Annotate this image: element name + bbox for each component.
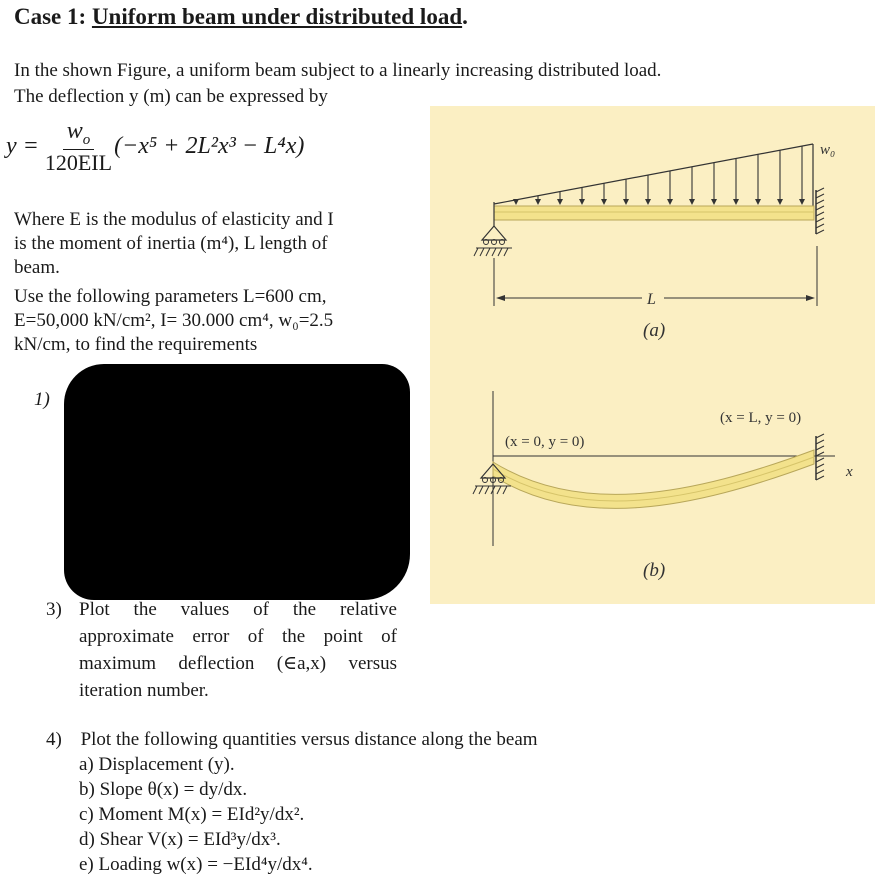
question-4-item-a: a) Displacement (y).: [79, 754, 235, 775]
question-4: [46, 727, 538, 877]
question-4-item-d: d) Shear V(x) = EId³y/dx³.: [79, 829, 281, 850]
description-line-2: is the moment of inertia (m⁴), L length of: [14, 233, 328, 254]
load-arrow-head: [799, 199, 805, 205]
parameters-line-3: kN/cm, to find the requirements: [14, 334, 258, 355]
load-arrow-head: [711, 199, 717, 205]
parameters-line-1: Use the following parameters L=600 cm,: [14, 286, 327, 307]
formula-denominator: 120EIL: [44, 149, 113, 175]
load-arrow-head: [645, 199, 651, 205]
question-3-text: Plot the values of the relative approximate error of the point of maximum deflection (∈a,x) versus iteration number.: [79, 599, 397, 701]
deflection-formula: [6, 118, 304, 176]
question-4-item-b: b) Slope θ(x) = dy/dx.: [79, 779, 248, 800]
question-1-number: 1): [34, 389, 50, 410]
bc-left: (x = 0, y = 0): [505, 434, 585, 450]
description-paragraph: [14, 208, 394, 280]
question-3-number: 3): [46, 599, 62, 620]
description-line-3: beam.: [14, 257, 60, 278]
fixed-support-a: [816, 188, 824, 234]
load-arrow-head: [557, 199, 563, 205]
load-arrow-head: [513, 199, 519, 205]
load-arrow-head: [579, 199, 585, 205]
load-label: w₀: [820, 142, 836, 158]
page-title: [14, 4, 468, 30]
beam-figure: [430, 106, 875, 604]
fixed-support-b: [816, 434, 824, 480]
load-arrow-head: [601, 199, 607, 205]
deflected-beam: [493, 450, 814, 508]
load-arrow-head: [667, 199, 673, 205]
title-prefix: Case 1:: [14, 4, 92, 29]
question-3: [46, 596, 406, 704]
beam-figure-svg: [430, 106, 875, 604]
question-4-text: Plot the following quantities versus distance along the beam: [80, 729, 538, 750]
distributed-load: [494, 144, 813, 206]
formula-lhs: y =: [6, 133, 39, 160]
title-suffix: .: [462, 4, 468, 29]
intro-line-2: The deflection y (m) can be expressed by: [14, 86, 328, 107]
parameters-paragraph: [14, 285, 394, 357]
load-arrow-head: [777, 199, 783, 205]
title-underlined: Uniform beam under distributed load: [91, 4, 463, 29]
formula-fraction: [45, 118, 112, 176]
load-arrow-head: [623, 199, 629, 205]
load-arrow-head: [733, 199, 739, 205]
question-4-item-c: c) Moment M(x) = EId²y/dx².: [79, 804, 305, 825]
intro-paragraph: [14, 58, 661, 110]
question-4-item-e: e) Loading w(x) = −EId⁴y/dx⁴.: [79, 854, 313, 875]
beam-a: [494, 206, 814, 220]
length-label: L: [647, 291, 656, 308]
formula-expression: (−x⁵ + 2L²x³ − L⁴x): [114, 133, 305, 160]
question-4-number: 4): [46, 729, 62, 750]
axis-label-x: x: [846, 464, 853, 480]
caption-a: (a): [643, 320, 666, 341]
load-arrow-head: [755, 199, 761, 205]
formula-numerator: $w_o$: [63, 118, 95, 150]
redaction-block: [64, 364, 410, 600]
load-arrow-head: [535, 199, 541, 205]
load-arrow-head: [689, 199, 695, 205]
intro-line-1: In the shown Figure, a uniform beam subject to a linearly increasing distributed load.: [14, 60, 662, 81]
parameters-line-2: E=50,000 kN/cm², I= 30.000 cm⁴, w₀=2.5: [14, 310, 334, 331]
caption-b: (b): [643, 560, 666, 581]
bc-right: (x = L, y = 0): [720, 410, 802, 426]
description-line-1: Where E is the modulus of elasticity and I: [14, 209, 334, 230]
